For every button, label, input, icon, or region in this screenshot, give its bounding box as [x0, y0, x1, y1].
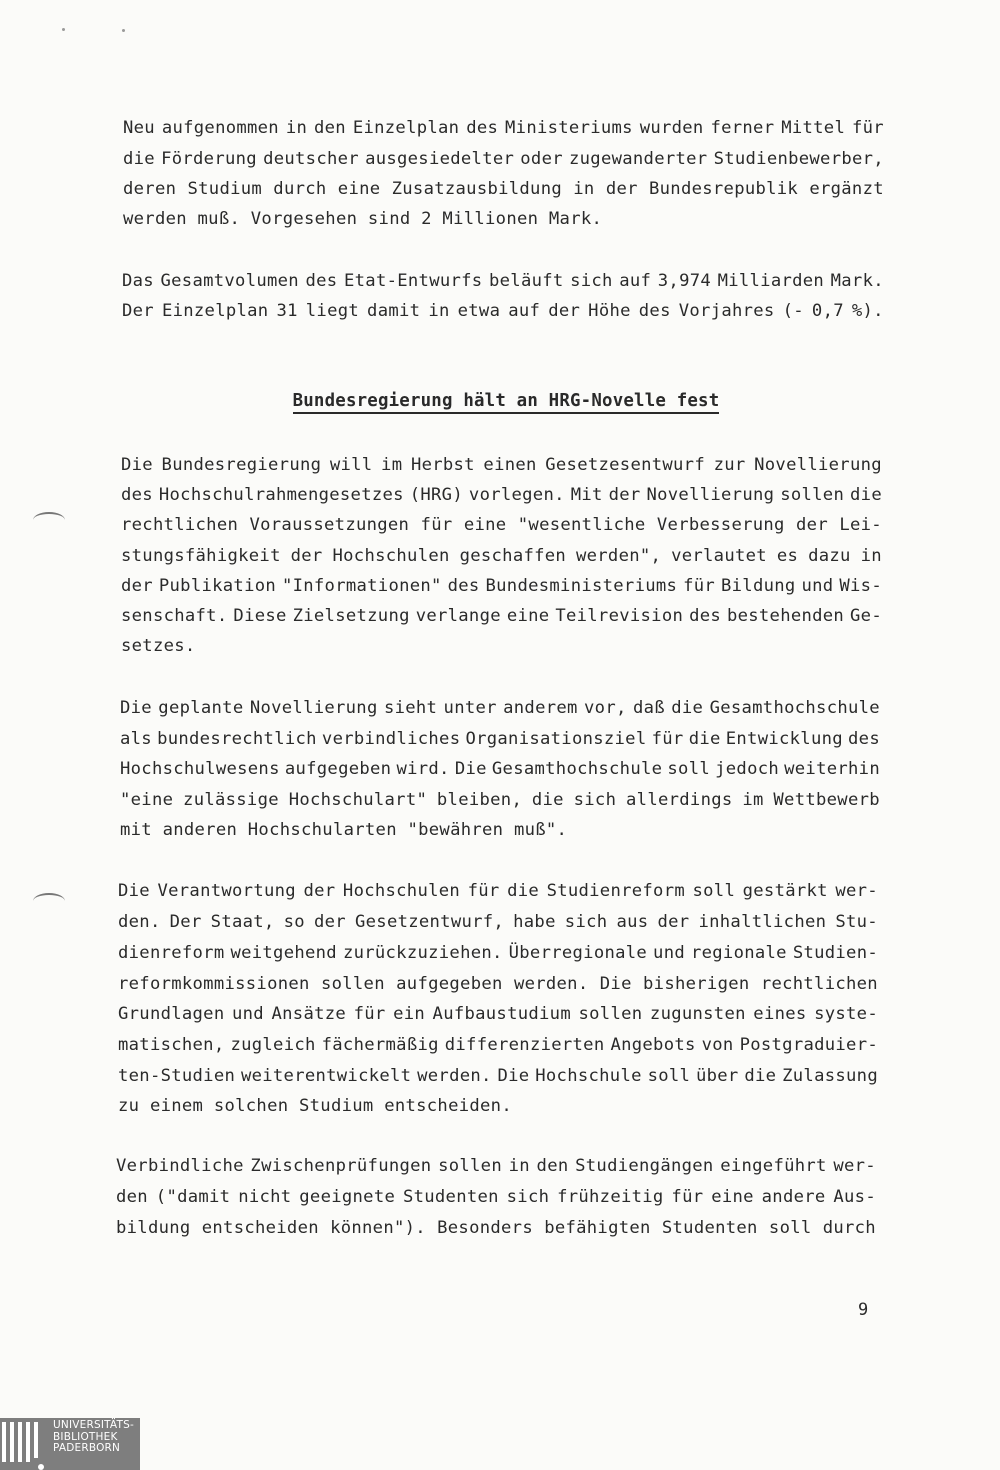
library-logo-text [53, 1420, 134, 1455]
text-line: "eine zulässige Hochschulart" bleiben, die sich allerdings im Wettbewerb [120, 790, 880, 810]
text-line: mit anderen Hochschularten "bewähren muß". [120, 820, 568, 840]
text-line: senschaft. Diese Zielsetzung verlange eine Teilrevision des bestehenden Ge- [121, 606, 882, 626]
scan-speck [122, 29, 125, 32]
text-line: den. Der Staat, so der Gesetzentwurf, habe sich aus der inhaltlichen Stu- [118, 912, 878, 932]
section-heading [0, 391, 1000, 411]
text-line: deren Studium durch eine Zusatzausbildung in der Bundesrepublik ergänzt [123, 179, 884, 199]
section-heading-text: Bundesregierung hält an HRG-Novelle fest [293, 391, 720, 414]
page-number: 9 [858, 1300, 869, 1320]
text-line: werden muß. Vorgesehen sind 2 Millionen Mark. [123, 209, 603, 229]
punch-hole-mark [33, 893, 65, 909]
text-line: dienreform weitgehend zurückzuziehen. Überregionale und regionale Studien- [118, 943, 878, 963]
text-line: als bundesrechtlich verbindliches Organisationsziel für die Entwicklung des [120, 729, 880, 749]
text-line: Die Verantwortung der Hochschulen für die Studienreform soll gestärkt wer- [118, 881, 878, 901]
text-line: der Publikation "Informationen" des Bundesministeriums für Bildung und Wis- [121, 576, 882, 596]
library-logo-dot-icon [38, 1464, 44, 1470]
text-line: matischen, zugleich fächermäßig differenzierten Angebots von Postgraduier- [118, 1035, 878, 1055]
text-line: Die Bundesregierung will im Herbst einen Gesetzesentwurf zur Novellierung [121, 455, 882, 475]
text-line: des Hochschulrahmengesetzes (HRG) vorlegen. Mit der Novellierung sollen die [121, 485, 882, 505]
text-line: setzes. [121, 636, 196, 656]
text-line: stungsfähigkeit der Hochschulen geschaffen werden", verlautet es dazu in [121, 546, 882, 566]
scan-speck [62, 28, 65, 31]
text-line: Das Gesamtvolumen des Etat-Entwurfs beläuft sich auf 3,974 Milliarden Mark. [122, 271, 884, 291]
text-line: Hochschulwesens aufgegeben wird. Die Gesamthochschule soll jedoch weiterhin [120, 759, 880, 779]
library-logo-line: BIBLIOTHEK [53, 1430, 118, 1443]
library-logo-bars-icon [2, 1422, 38, 1462]
text-line: Neu aufgenommen in den Einzelplan des Ministeriums wurden ferner Mittel für [123, 118, 884, 138]
text-line: rechtlichen Voraussetzungen für eine "wesentliche Verbesserung der Lei- [121, 515, 882, 535]
text-line: reformkommissionen sollen aufgegeben werden. Die bisherigen rechtlichen [118, 974, 878, 994]
punch-hole-mark [33, 512, 65, 528]
text-line: ten-Studien weiterentwickelt werden. Die Hochschule soll über die Zulassung [118, 1066, 878, 1086]
library-logo-line: PADERBORN [53, 1442, 121, 1454]
text-line: zu einem solchen Studium entscheiden. [118, 1096, 512, 1116]
library-logo-line: UNIVERSITÄTS- [53, 1419, 134, 1431]
text-line: bildung entscheiden können"). Besonders befähigten Studenten soll durch [116, 1218, 876, 1238]
text-line: Die geplante Novellierung sieht unter anderem vor, daß die Gesamthochschule [120, 698, 880, 718]
text-line: Verbindliche Zwischenprüfungen sollen in den Studiengängen eingeführt wer- [116, 1156, 876, 1176]
text-line: die Förderung deutscher ausgesiedelter oder zugewanderter Studienbewerber, [123, 149, 884, 169]
text-line: Grundlagen und Ansätze für ein Aufbaustudium sollen zugunsten eines syste- [118, 1004, 878, 1024]
text-line: den ("damit nicht geeignete Studenten sich frühzeitig für eine andere Aus- [116, 1187, 876, 1207]
text-line: Der Einzelplan 31 liegt damit in etwa auf der Höhe des Vorjahres (- 0,7 %). [122, 301, 884, 321]
